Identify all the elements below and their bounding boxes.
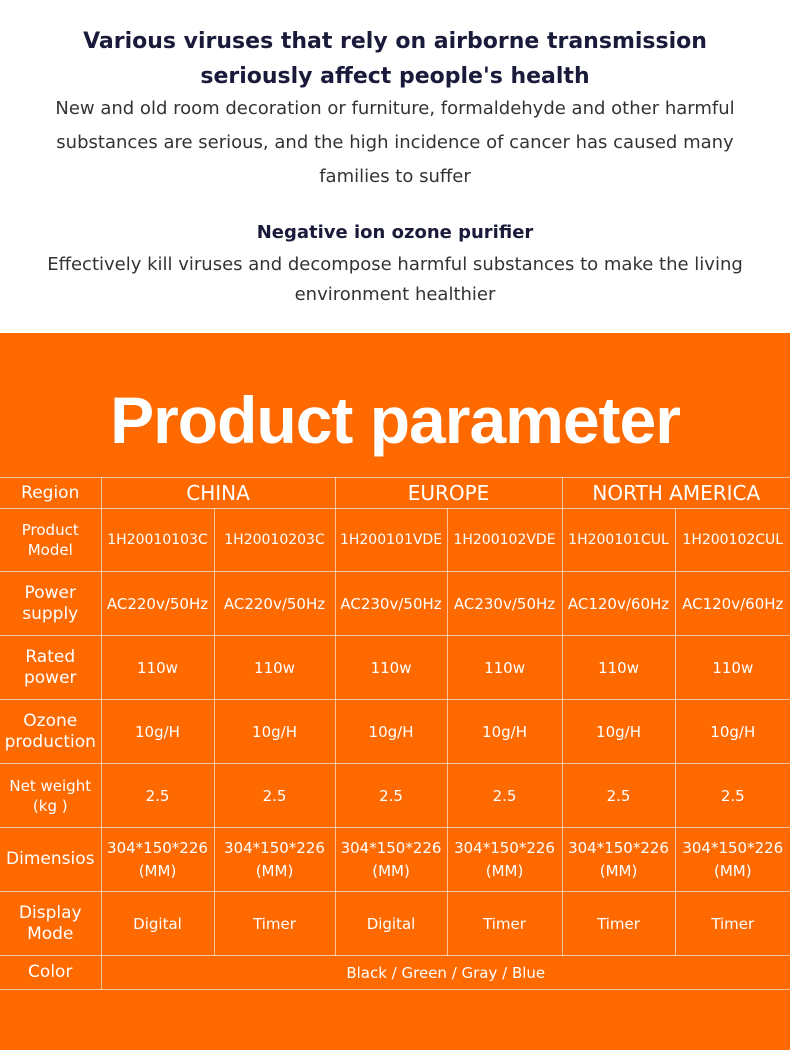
table-cell: 110w: [562, 636, 675, 700]
headline: [0, 24, 790, 94]
intro-section: [0, 0, 790, 333]
table-cell: 2.5: [101, 764, 214, 828]
table-row-product-model: [0, 509, 790, 572]
table-cell: 10g/H: [101, 700, 214, 764]
region-north-america: NORTH AMERICA: [562, 478, 790, 509]
table-cell: 110w: [447, 636, 562, 700]
table-row-color: [0, 956, 790, 990]
table-cell: Digital: [335, 892, 447, 956]
table-cell: 1H20010203C: [214, 509, 335, 572]
region-china: CHINA: [101, 478, 335, 509]
table-cell: AC230v/50Hz: [335, 572, 447, 636]
headline-line-2: seriously affect people's health: [200, 64, 590, 89]
table-cell: Timer: [447, 892, 562, 956]
table-cell: 304*150*226 (MM): [335, 828, 447, 892]
table-cell: AC220v/50Hz: [214, 572, 335, 636]
table-cell: Timer: [562, 892, 675, 956]
row-label-power-supply: Power supply: [0, 572, 101, 636]
color-options: Black / Green / Gray / Blue: [101, 956, 790, 990]
row-label-region: Region: [0, 478, 101, 509]
table-cell: 2.5: [335, 764, 447, 828]
table-row-region: [0, 478, 790, 509]
table-cell: 10g/H: [335, 700, 447, 764]
row-label-net-weight: Net weight (kg ): [0, 764, 101, 828]
table-cell: 110w: [214, 636, 335, 700]
table-cell: 304*150*226 (MM): [101, 828, 214, 892]
row-label-product-model: Product Model: [0, 509, 101, 572]
table-cell: 304*150*226 (MM): [447, 828, 562, 892]
row-label-dimensions: Dimensios: [0, 828, 101, 892]
headline-line-1: Various viruses that rely on airborne transmission: [83, 29, 707, 54]
table-cell: 2.5: [447, 764, 562, 828]
purifier-subheading: Negative ion ozone purifier: [256, 222, 534, 243]
table-cell: 10g/H: [562, 700, 675, 764]
table-cell: 1H20010103C: [101, 509, 214, 572]
table-cell: AC230v/50Hz: [447, 572, 562, 636]
row-label-ozone-production: Ozone production: [0, 700, 101, 764]
parameter-table: [0, 477, 790, 990]
table-cell: 110w: [675, 636, 790, 700]
row-label-color: Color: [0, 956, 101, 990]
table-cell: 1H200102CUL: [675, 509, 790, 572]
table-cell: 2.5: [675, 764, 790, 828]
region-europe: EUROPE: [335, 478, 562, 509]
row-label-rated-power: Rated power: [0, 636, 101, 700]
table-cell: 1H200101CUL: [562, 509, 675, 572]
table-cell: 110w: [101, 636, 214, 700]
table-cell: 110w: [335, 636, 447, 700]
table-cell: AC220v/50Hz: [101, 572, 214, 636]
table-row-net-weight: [0, 764, 790, 828]
table-row-display-mode: [0, 892, 790, 956]
table-cell: Digital: [101, 892, 214, 956]
table-cell: 304*150*226 (MM): [562, 828, 675, 892]
table-cell: AC120v/60Hz: [562, 572, 675, 636]
table-cell: 10g/H: [214, 700, 335, 764]
table-cell: 1H200102VDE: [447, 509, 562, 572]
table-cell: 304*150*226 (MM): [675, 828, 790, 892]
section-title: Product parameter: [110, 383, 680, 457]
table-cell: 10g/H: [675, 700, 790, 764]
table-cell: Timer: [214, 892, 335, 956]
table-cell: AC120v/60Hz: [675, 572, 790, 636]
table-cell: 2.5: [214, 764, 335, 828]
table-cell: Timer: [675, 892, 790, 956]
intro-paragraph: New and old room decoration or furniture, formaldehyde and other harmful substances are serious, and the high incidence of cancer has caused many families to suffer: [55, 98, 735, 187]
table-row-rated-power: [0, 636, 790, 700]
table-cell: 10g/H: [447, 700, 562, 764]
table-row-power-supply: [0, 572, 790, 636]
table-cell: 304*150*226 (MM): [214, 828, 335, 892]
row-label-display-mode: Display Mode: [0, 892, 101, 956]
table-row-dimensions: [0, 828, 790, 892]
table-cell: 2.5: [562, 764, 675, 828]
table-row-ozone-production: [0, 700, 790, 764]
table-cell: 1H200101VDE: [335, 509, 447, 572]
purifier-description: Effectively kill viruses and decompose harmful substances to make the living environment healthier: [47, 254, 743, 305]
